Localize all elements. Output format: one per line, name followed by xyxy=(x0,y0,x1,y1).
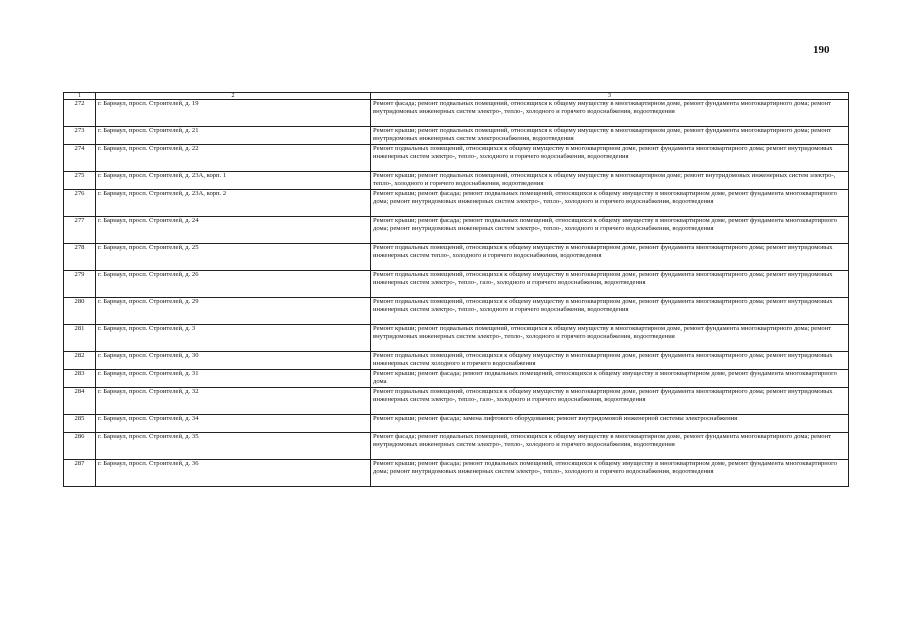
row-address: г. Барнаул, просп. Строителей, д. 35 xyxy=(96,433,371,460)
row-address: г. Барнаул, просп. Строителей, д. 24 xyxy=(96,217,371,244)
row-address: г. Барнаул, просп. Строителей, д. 31 xyxy=(96,370,371,388)
table-row xyxy=(64,415,849,433)
row-address: г. Барнаул, просп. Строителей, д. 32 xyxy=(96,388,371,415)
row-number: 285 xyxy=(64,415,96,433)
row-number: 272 xyxy=(64,100,96,127)
row-works: Ремонт крыши; ремонт фасада; ремонт подвальных помещений, относящихся к общему имуществу в многоквартирном доме, ремонт фундамента многоквартирного дома; ремонт внутридомовых инженерных систем электро-, тепло-, холодного и горячего водоснабжения, водоотведения xyxy=(371,190,849,217)
row-address: г. Барнаул, просп. Строителей, д. 23А, корп. 1 xyxy=(96,172,371,190)
row-address: г. Барнаул, просп. Строителей, д. 22 xyxy=(96,145,371,172)
table-row xyxy=(64,433,849,460)
header-col-1: 1 xyxy=(64,93,96,100)
row-address: г. Барнаул, просп. Строителей, д. 19 xyxy=(96,100,371,127)
table-row xyxy=(64,145,849,172)
row-works: Ремонт фасада; ремонт подвальных помещений, относящихся к общему имуществу в многоквартирном доме, ремонт фундамента многоквартирного дома; ремонт внутридомовых инженерных систем электро-, тепло-, холодного и горячего водоснабжения, водоотведения xyxy=(371,100,849,127)
row-works: Ремонт фасада; ремонт подвальных помещений, относящихся к общему имуществу в многоквартирном доме, ремонт фундамента многоквартирного дома; ремонт внутридомовых инженерных систем электро-, тепло-, холодного и горячего водоснабжения, водоотведения xyxy=(371,433,849,460)
row-address: г. Барнаул, просп. Строителей, д. 26 xyxy=(96,271,371,298)
row-works: Ремонт подвальных помещений, относящихся к общему имуществу в многоквартирном доме, ремонт фундамента многоквартирного дома; ремонт внутридомовых инженерных систем электро-, тепло-, холодного и горячего водоснабжения, водоотведения xyxy=(371,145,849,172)
header-col-2: 2 xyxy=(96,93,371,100)
table-row xyxy=(64,298,849,325)
row-number: 279 xyxy=(64,271,96,298)
table-row xyxy=(64,244,849,271)
table-header-row xyxy=(64,93,849,100)
table-body xyxy=(64,93,849,487)
row-address: г. Барнаул, просп. Строителей, д. 25 xyxy=(96,244,371,271)
row-address: г. Барнаул, просп. Строителей, д. 30 xyxy=(96,352,371,370)
header-col-3: 3 xyxy=(371,93,849,100)
row-number: 283 xyxy=(64,370,96,388)
row-works: Ремонт подвальных помещений, относящихся к общему имуществу в многоквартирном доме, ремонт фундамента многоквартирного дома; ремонт внутридомовых инженерных систем электро-, тепло-, газо-, холодного и горячего водоснабжения, водоотведения xyxy=(371,271,849,298)
row-address: г. Барнаул, просп. Строителей, д. 34 xyxy=(96,415,371,433)
row-works: Ремонт подвальных помещений, относящихся к общему имуществу в многоквартирном доме, ремонт фундамента многоквартирного дома; ремонт внутридомовых инженерных систем холодного и горячего водоснабжения xyxy=(371,352,849,370)
table-row xyxy=(64,100,849,127)
row-number: 276 xyxy=(64,190,96,217)
table-row xyxy=(64,127,849,145)
table-row xyxy=(64,388,849,415)
row-works: Ремонт подвальных помещений, относящихся к общему имуществу в многоквартирном доме, ремонт фундамента многоквартирного дома; ремонт внутридомовых инженерных систем тепло-, холодного и горячего водоснабжения, водоотведения xyxy=(371,244,849,271)
row-number: 278 xyxy=(64,244,96,271)
table-row xyxy=(64,460,849,487)
row-works: Ремонт крыши; ремонт фасада; ремонт подвальных помещений, относящихся к общему имуществу в многоквартирном доме, ремонт фундамента многоквартирного дома xyxy=(371,370,849,388)
table-row xyxy=(64,172,849,190)
row-address: г. Барнаул, просп. Строителей, д. 21 xyxy=(96,127,371,145)
row-address: г. Барнаул, просп. Строителей, д. 36 xyxy=(96,460,371,487)
row-number: 273 xyxy=(64,127,96,145)
table-row xyxy=(64,190,849,217)
row-works: Ремонт подвальных помещений, относящихся к общему имуществу в многоквартирном доме, ремонт фундамента многоквартирного дома; ремонт внутридомовых инженерных систем электро-, тепло-, холодного и горячего водоснабжения, водоотведения xyxy=(371,298,849,325)
row-number: 282 xyxy=(64,352,96,370)
row-number: 275 xyxy=(64,172,96,190)
table-row xyxy=(64,352,849,370)
row-number: 280 xyxy=(64,298,96,325)
row-address: г. Барнаул, просп. Строителей, д. 23А, корп. 2 xyxy=(96,190,371,217)
table-row xyxy=(64,370,849,388)
row-works: Ремонт крыши; ремонт подвальных помещений, относящихся к общему имуществу в многоквартирном доме; ремонт внутридомовых инженерных систем электро-, тепло-, холодного и горячего водоснабжения, водоотведения xyxy=(371,172,849,190)
row-works: Ремонт подвальных помещений, относящихся к общему имуществу в многоквартирном доме, ремонт фундамента многоквартирного дома; ремонт внутридомовых инженерных систем электро-, тепло-, газо-, холодного и горячего водоснабжения, водоотведения xyxy=(371,388,849,415)
page-number: 190 xyxy=(813,44,830,56)
table-row xyxy=(64,271,849,298)
row-number: 284 xyxy=(64,388,96,415)
row-works: Ремонт крыши; ремонт подвальных помещений, относящихся к общему имуществу в многоквартирном доме, ремонт фундамента многоквартирного дома; ремонт внутридомовых инженерных систем электро-, тепло-, холодного и горячего водоснабжения, водоотведения xyxy=(371,325,849,352)
repair-table xyxy=(63,92,849,487)
row-works: Ремонт крыши; ремонт фасада; ремонт подвальных помещений, относящихся к общему имуществу в многоквартирном доме, ремонт фундамента многоквартирного дома; ремонт внутридомовых инженерных систем электро-, тепло-, холодного и горячего водоснабжения, водоотведения xyxy=(371,217,849,244)
row-works: Ремонт крыши; ремонт фасада; замена лифтового оборудования; ремонт внутридомовой инженерной системы электроснабжения xyxy=(371,415,849,433)
row-works: Ремонт крыши; ремонт подвальных помещений, относящихся к общему имуществу в многоквартирном доме, ремонт фундамента многоквартирного дома; ремонт внутридомовых инженерных систем электроснабжения, водоотведения xyxy=(371,127,849,145)
row-address: г. Барнаул, просп. Строителей, д. 3 xyxy=(96,325,371,352)
row-works: Ремонт крыши; ремонт фасада; ремонт подвальных помещений, относящихся к общему имуществу в многоквартирном доме, ремонт фундамента многоквартирного дома; ремонт внутридомовых инженерных систем электро-, тепло-, холодного и горячего водоснабжения, водоотведения xyxy=(371,460,849,487)
row-number: 274 xyxy=(64,145,96,172)
row-number: 287 xyxy=(64,460,96,487)
table-row xyxy=(64,217,849,244)
row-number: 277 xyxy=(64,217,96,244)
row-address: г. Барнаул, просп. Строителей, д. 29 xyxy=(96,298,371,325)
table-row xyxy=(64,325,849,352)
row-number: 286 xyxy=(64,433,96,460)
row-number: 281 xyxy=(64,325,96,352)
